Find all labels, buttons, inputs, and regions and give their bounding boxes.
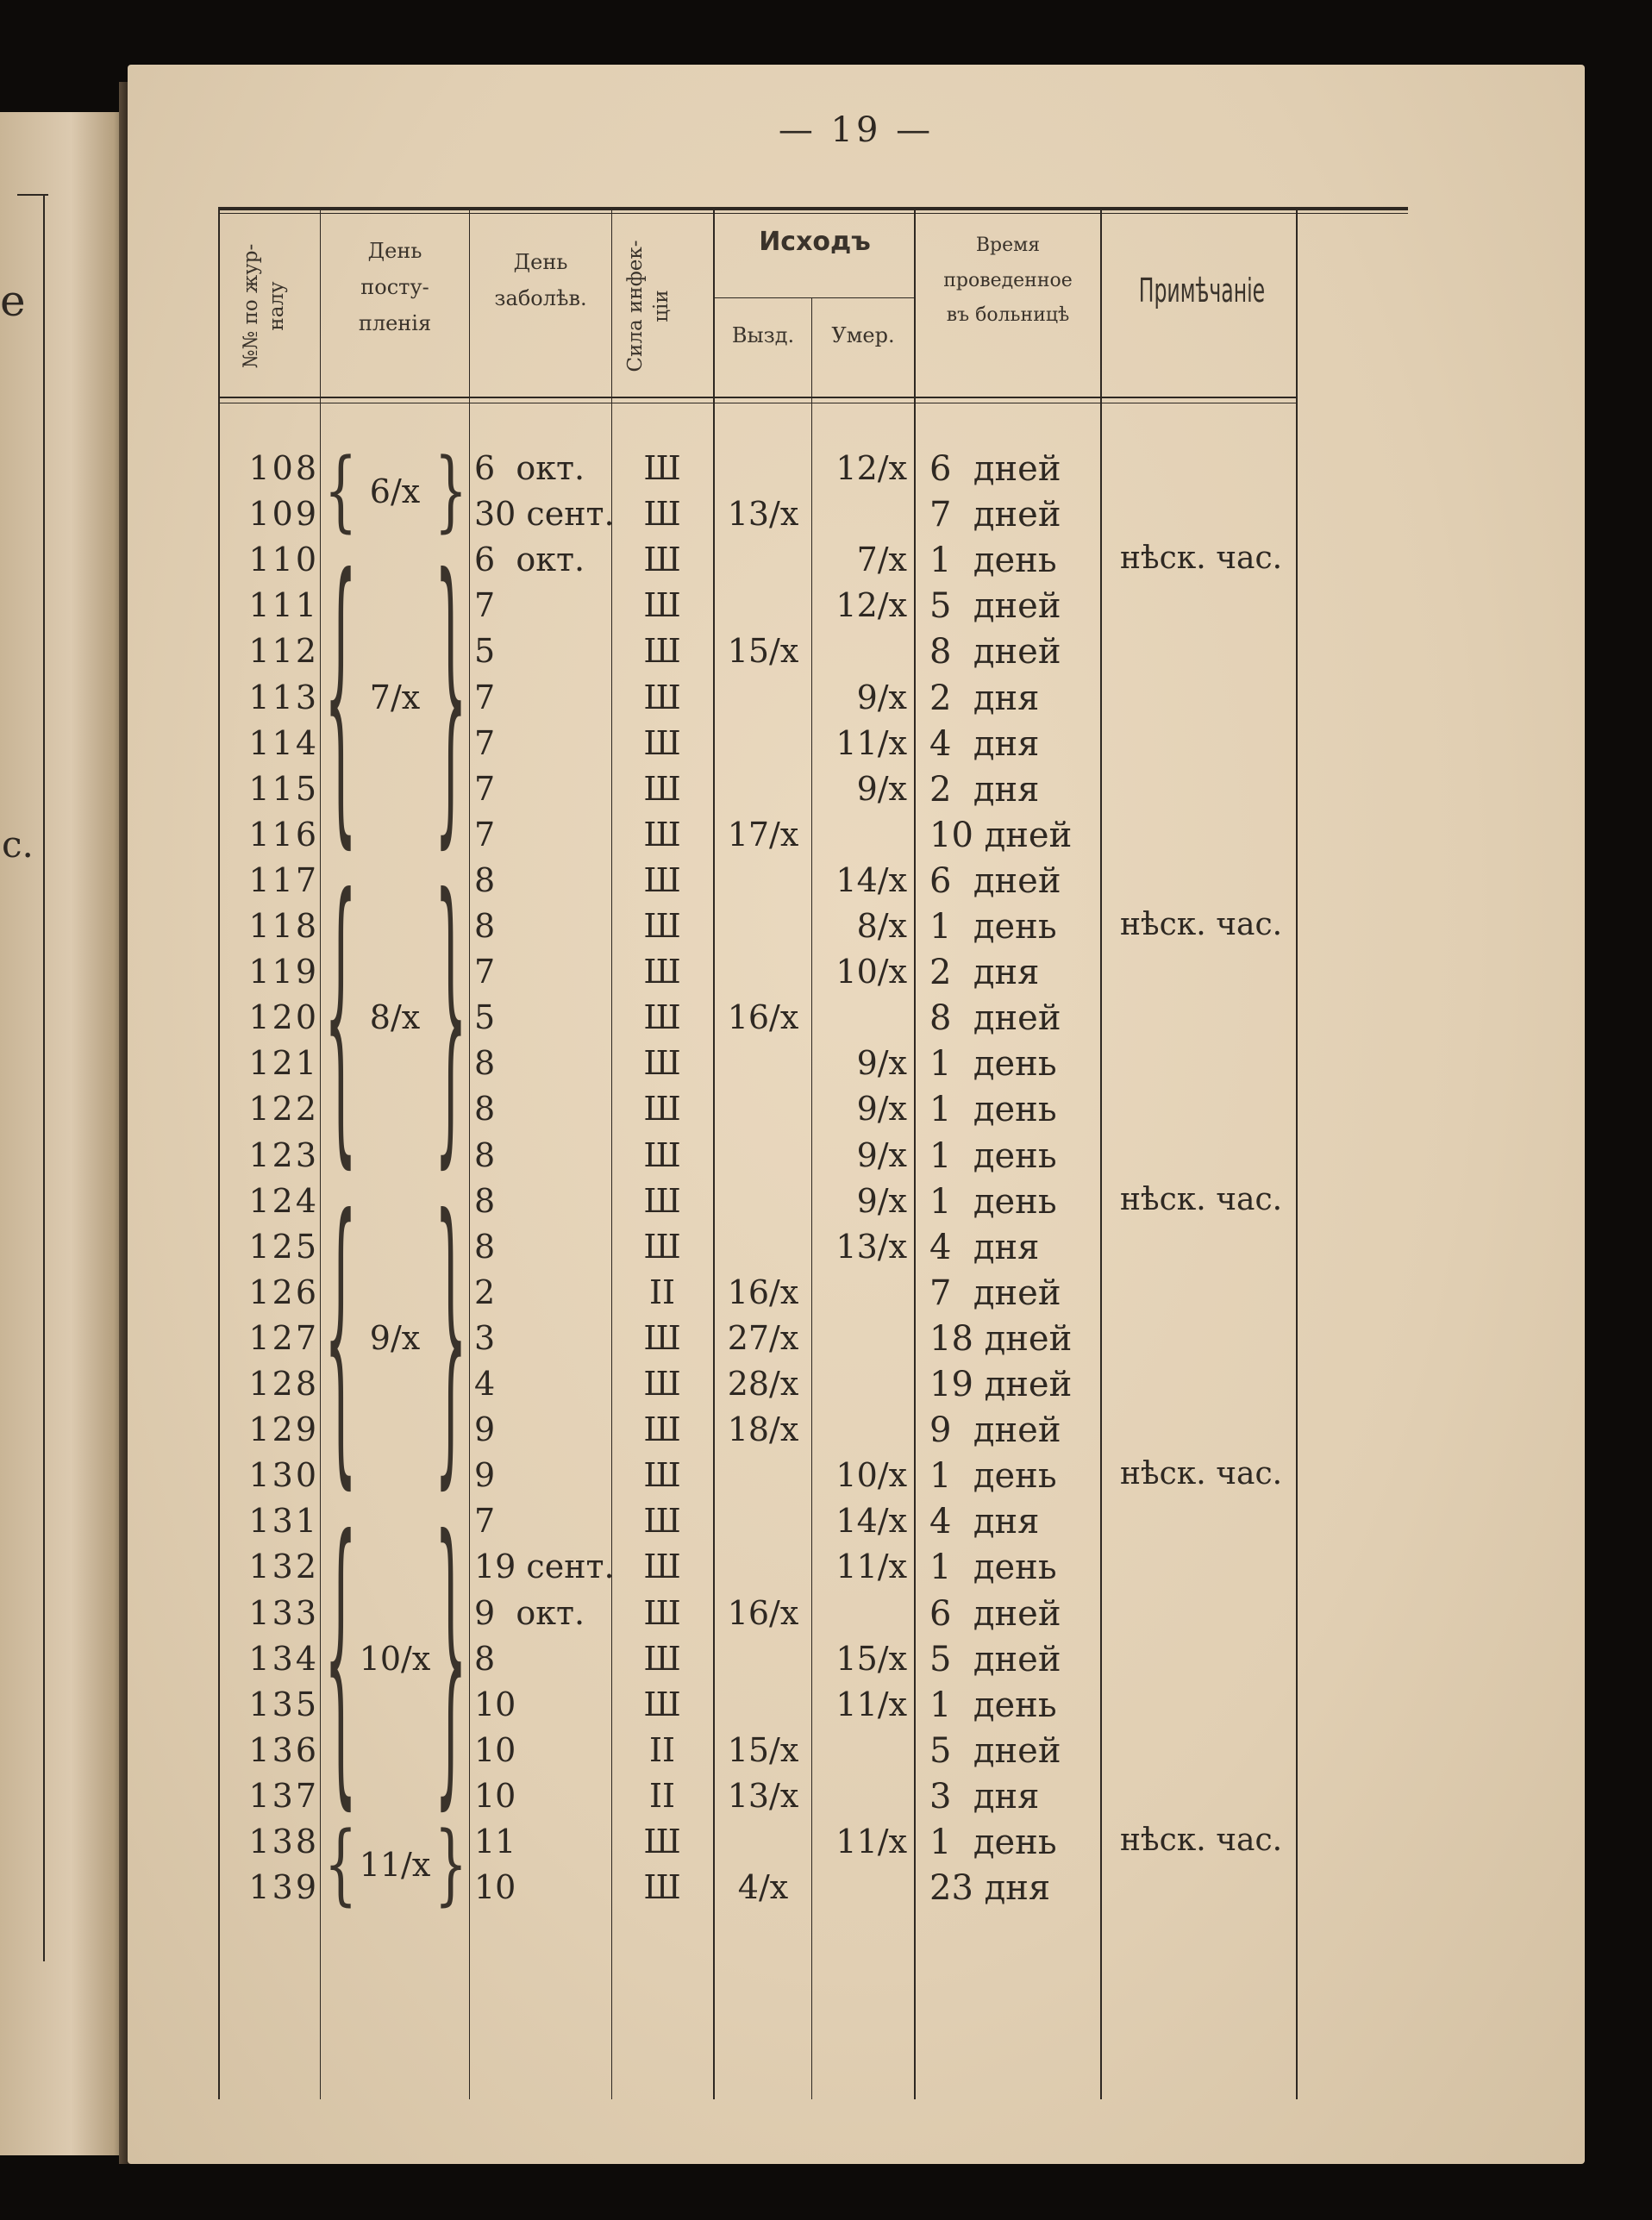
died-date: 10/х: [835, 1456, 907, 1494]
died-date: 7/х: [856, 541, 907, 578]
recovered-date: 4/х: [737, 1868, 789, 1906]
onset-day: 8: [474, 1090, 496, 1128]
note: нѣск. час.: [1119, 907, 1283, 942]
journal-number: 123: [248, 1136, 319, 1174]
infection-strength: Ш: [643, 998, 681, 1036]
header-infection-strength-text: Сила инфек- ціи: [624, 240, 673, 372]
hospital-stay: 4 дня: [929, 1502, 1040, 1541]
table-top-rule-thin: [218, 213, 1408, 214]
onset-day: 8: [474, 1044, 496, 1082]
died-date: 8/х: [856, 907, 907, 945]
col-rule: [469, 207, 470, 2099]
died-date: 14/х: [835, 861, 907, 899]
onset-day: 8: [474, 1640, 496, 1678]
infection-strength: Ш: [643, 724, 681, 762]
brace-right: {: [434, 1478, 467, 1840]
admission-day: 8/х: [369, 998, 421, 1036]
died-date: 9/х: [856, 1090, 907, 1128]
journal-number: 122: [248, 1090, 319, 1128]
hospital-stay: 5 дней: [929, 1731, 1061, 1771]
admission-day: 11/х: [359, 1846, 431, 1884]
note: нѣск. час.: [1119, 1823, 1283, 1858]
onset-day: 7: [474, 679, 496, 716]
left-page-fragment: e: [0, 276, 26, 326]
died-date: 14/х: [835, 1502, 907, 1540]
onset-day: 9: [474, 1456, 496, 1494]
journal-number: 114: [248, 724, 319, 762]
journal-number: 116: [248, 816, 319, 854]
recovered-date: 16/х: [727, 1273, 799, 1311]
journal-number: 138: [248, 1823, 319, 1860]
hospital-stay: 8 дней: [929, 998, 1061, 1038]
col-rule: [914, 207, 916, 2099]
hospital-stay: 6 дней: [929, 861, 1061, 901]
journal-number: 115: [248, 770, 319, 808]
journal-number: 117: [248, 861, 319, 899]
hospital-stay: 1 день: [929, 1823, 1057, 1862]
header-infection-strength: [623, 216, 684, 397]
onset-day: 6 окт.: [474, 449, 585, 487]
journal-number: 113: [248, 679, 319, 716]
left-page-column-rule: [43, 194, 45, 1961]
brace-right: {: [434, 440, 467, 543]
hospital-stay: 19 дней: [929, 1365, 1073, 1404]
recovered-date: 15/х: [727, 1731, 799, 1769]
infection-strength: Ш: [643, 1594, 681, 1632]
col-rule: [320, 207, 321, 2099]
brace-left: {: [324, 516, 358, 879]
page-number: — 19 —: [778, 110, 935, 150]
note: нѣск. час.: [1119, 541, 1283, 576]
hospital-stay: 8 дней: [929, 632, 1061, 672]
died-date: 12/х: [835, 449, 907, 487]
col-rule: [1296, 207, 1298, 2099]
infection-strength: Ш: [643, 1823, 681, 1860]
infection-strength: Ш: [643, 1456, 681, 1494]
infection-strength: Ш: [643, 1319, 681, 1357]
died-date: 11/х: [835, 1823, 907, 1860]
infection-strength: Ш: [643, 1502, 681, 1540]
onset-day: 8: [474, 861, 496, 899]
hospital-stay: 1 день: [929, 1685, 1057, 1725]
admission-day: 6/х: [369, 472, 421, 510]
hospital-stay: 4 дня: [929, 1228, 1040, 1267]
book-page: [128, 65, 1585, 2164]
infection-strength: II: [648, 1731, 676, 1769]
infection-strength: Ш: [643, 632, 681, 670]
hospital-stay: 1 день: [929, 907, 1057, 947]
admission-day: 7/х: [369, 679, 421, 716]
journal-number: 109: [248, 495, 319, 533]
onset-day: 4: [474, 1365, 496, 1403]
left-page-fragment: c.: [2, 823, 34, 866]
journal-number: 108: [248, 449, 319, 487]
journal-number: 134: [248, 1640, 319, 1678]
brace-left: {: [324, 1157, 358, 1519]
note: нѣск. час.: [1119, 1456, 1283, 1491]
died-date: 11/х: [835, 1685, 907, 1723]
infection-strength: Ш: [643, 1182, 681, 1220]
onset-day: 7: [474, 953, 496, 991]
hospital-stay: 2 дня: [929, 953, 1040, 992]
header-journal-number-text: №№ по жур- налу: [240, 243, 288, 369]
onset-day: 19 сент.: [474, 1548, 615, 1585]
onset-day: 9 окт.: [474, 1594, 585, 1632]
onset-day: 10: [474, 1868, 516, 1906]
hospital-stay: 6 дней: [929, 1594, 1061, 1634]
onset-day: 11: [474, 1823, 516, 1860]
admission-day: 9/х: [369, 1319, 421, 1357]
infection-strength: Ш: [643, 1410, 681, 1448]
brace-right: {: [434, 836, 467, 1198]
infection-strength: Ш: [643, 1868, 681, 1906]
infection-strength: Ш: [643, 1640, 681, 1678]
onset-day: 3: [474, 1319, 496, 1357]
recovered-date: 17/х: [727, 816, 799, 854]
infection-strength: Ш: [643, 495, 681, 533]
died-date: 9/х: [856, 770, 907, 808]
journal-number: 126: [248, 1273, 319, 1311]
hospital-stay: 2 дня: [929, 770, 1040, 810]
journal-number: 130: [248, 1456, 319, 1494]
journal-number: 118: [248, 907, 319, 945]
brace-left: {: [324, 440, 358, 543]
died-date: 9/х: [856, 1044, 907, 1082]
journal-number: 124: [248, 1182, 319, 1220]
onset-day: 9: [474, 1410, 496, 1448]
header-admission-day: День посту- пленія: [358, 239, 432, 335]
left-page-edge: [0, 112, 129, 2155]
infection-strength: Ш: [643, 1365, 681, 1403]
died-date: 11/х: [835, 724, 907, 762]
recovered-date: 16/х: [727, 1594, 799, 1632]
header-onset-day: День заболѣв.: [494, 250, 587, 310]
died-date: 9/х: [856, 1182, 907, 1220]
infection-strength: II: [648, 1777, 676, 1815]
journal-number: 135: [248, 1685, 319, 1723]
onset-day: 10: [474, 1777, 516, 1815]
recovered-date: 27/х: [727, 1319, 799, 1357]
note: нѣск. час.: [1119, 1182, 1283, 1217]
recovered-date: 15/х: [727, 632, 799, 670]
journal-number: 120: [248, 998, 319, 1036]
onset-day: 2: [474, 1273, 496, 1311]
journal-number: 125: [248, 1228, 319, 1266]
onset-day: 5: [474, 632, 496, 670]
hospital-stay: 6 дней: [929, 449, 1061, 489]
hospital-stay: 1 день: [929, 1182, 1057, 1222]
journal-number: 111: [248, 586, 319, 624]
infection-strength: Ш: [643, 586, 681, 624]
onset-day: 7: [474, 770, 496, 808]
brace-left: {: [324, 836, 358, 1198]
onset-day: 8: [474, 1182, 496, 1220]
infection-strength: Ш: [643, 816, 681, 854]
infection-strength: Ш: [643, 861, 681, 899]
died-date: 12/х: [835, 586, 907, 624]
recovered-date: 13/х: [727, 495, 799, 533]
journal-number: 128: [248, 1365, 319, 1403]
infection-strength: Ш: [643, 541, 681, 578]
hospital-stay: 9 дней: [929, 1410, 1061, 1450]
onset-day: 6 окт.: [474, 541, 585, 578]
journal-number: 139: [248, 1868, 319, 1906]
hospital-stay: 7 дней: [929, 1273, 1061, 1313]
onset-day: 7: [474, 1502, 496, 1540]
brace-left: {: [324, 1478, 358, 1840]
header-outcome: Исходъ: [759, 227, 871, 257]
died-date: 10/х: [835, 953, 907, 991]
hospital-stay: 1 день: [929, 1456, 1057, 1496]
header-note: Примѣчаніе: [1138, 272, 1266, 310]
recovered-date: 18/х: [727, 1410, 799, 1448]
onset-day: 10: [474, 1731, 516, 1769]
journal-number: 137: [248, 1777, 319, 1815]
infection-strength: Ш: [643, 953, 681, 991]
onset-day: 30 сент.: [474, 495, 615, 533]
journal-number: 110: [248, 541, 319, 578]
hospital-stay: 1 день: [929, 541, 1057, 580]
recovered-date: 13/х: [727, 1777, 799, 1815]
table-top-rule: [218, 207, 1408, 210]
journal-number: 127: [248, 1319, 319, 1357]
hospital-stay: 1 день: [929, 1548, 1057, 1587]
infection-strength: Ш: [643, 770, 681, 808]
recovered-date: 28/х: [727, 1365, 799, 1403]
hospital-stay: 5 дней: [929, 1640, 1061, 1679]
hospital-stay: 1 день: [929, 1090, 1057, 1129]
infection-strength: Ш: [643, 1548, 681, 1585]
brace-right: {: [434, 516, 467, 879]
header-hospital-stay: Время проведенное въ больницѣ: [943, 235, 1073, 327]
brace-left: {: [324, 1813, 358, 1917]
brace-right: {: [434, 1157, 467, 1519]
onset-day: 8: [474, 907, 496, 945]
hospital-stay: 18 дней: [929, 1319, 1073, 1359]
hospital-stay: 23 дня: [929, 1868, 1051, 1908]
outcome-divider: [715, 297, 915, 298]
died-date: 9/х: [856, 1136, 907, 1174]
journal-number: 112: [248, 632, 319, 670]
infection-strength: Ш: [643, 1044, 681, 1082]
brace-right: {: [434, 1813, 467, 1917]
admission-day: 10/х: [359, 1640, 431, 1678]
hospital-stay: 4 дня: [929, 724, 1040, 764]
header-journal-number: [239, 203, 299, 410]
col-rule: [218, 207, 220, 2099]
died-date: 15/х: [835, 1640, 907, 1678]
onset-day: 7: [474, 816, 496, 854]
hospital-stay: 5 дней: [929, 586, 1061, 626]
col-rule: [1100, 207, 1102, 2099]
onset-day: 7: [474, 586, 496, 624]
infection-strength: Ш: [643, 679, 681, 716]
onset-day: 10: [474, 1685, 516, 1723]
infection-strength: Ш: [643, 1228, 681, 1266]
hospital-stay: 7 дней: [929, 495, 1061, 535]
journal-number: 136: [248, 1731, 319, 1769]
header-recovered: Вызд.: [731, 323, 795, 347]
hospital-stay: 1 день: [929, 1136, 1057, 1176]
onset-day: 7: [474, 724, 496, 762]
recovered-date: 16/х: [727, 998, 799, 1036]
journal-number: 131: [248, 1502, 319, 1540]
header-bottom-rule: [218, 397, 1296, 398]
died-date: 11/х: [835, 1548, 907, 1585]
journal-number: 129: [248, 1410, 319, 1448]
journal-number: 119: [248, 953, 319, 991]
journal-number: 133: [248, 1594, 319, 1632]
died-date: 13/х: [835, 1228, 907, 1266]
onset-day: 8: [474, 1228, 496, 1266]
header-died: Умер.: [831, 323, 895, 347]
hospital-stay: 1 день: [929, 1044, 1057, 1084]
infection-strength: Ш: [643, 907, 681, 945]
infection-strength: Ш: [643, 1685, 681, 1723]
onset-day: 8: [474, 1136, 496, 1174]
hospital-stay: 2 дня: [929, 679, 1040, 718]
hospital-stay: 10 дней: [929, 816, 1073, 855]
hospital-stay: 3 дня: [929, 1777, 1040, 1817]
infection-strength: Ш: [643, 1136, 681, 1174]
infection-strength: Ш: [643, 1090, 681, 1128]
died-date: 9/х: [856, 679, 907, 716]
col-rule: [713, 207, 715, 2099]
journal-number: 132: [248, 1548, 319, 1585]
onset-day: 5: [474, 998, 496, 1036]
journal-number: 121: [248, 1044, 319, 1082]
infection-strength: Ш: [643, 449, 681, 487]
infection-strength: II: [648, 1273, 676, 1311]
